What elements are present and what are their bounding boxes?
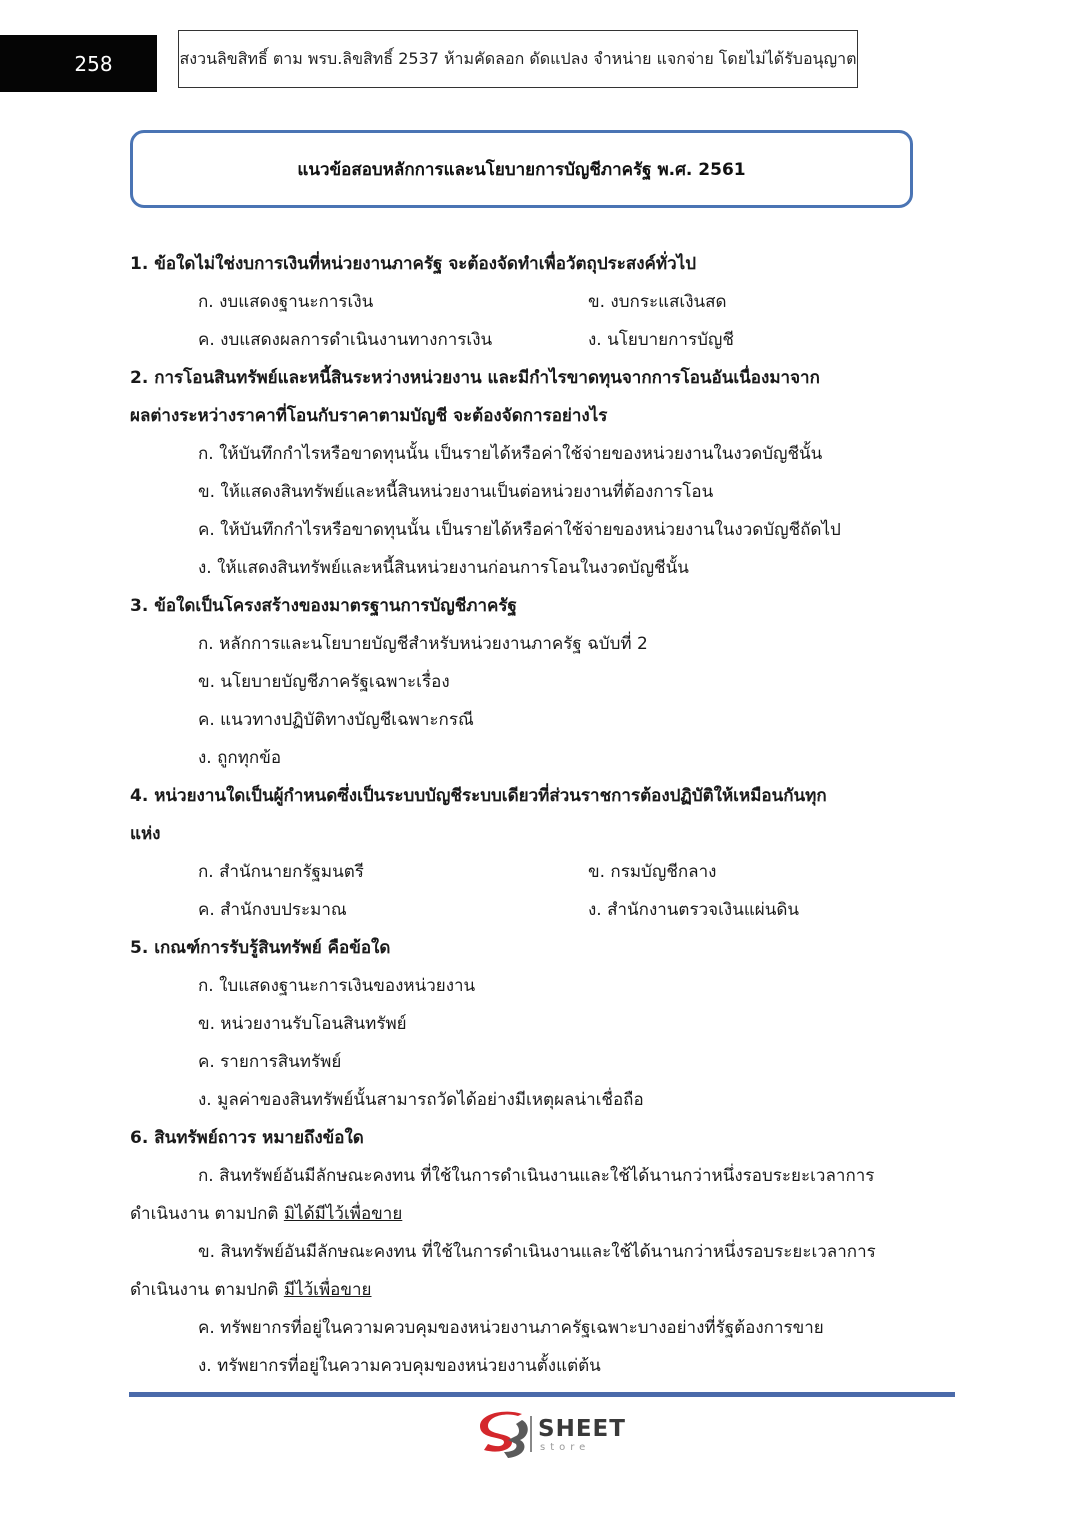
option: ง. ถูกทุกข้อ	[198, 748, 282, 768]
question-4-options-row-1	[130, 853, 930, 891]
page-title: แนวข้อสอบหลักการและนโยบายการบัญชีภาครัฐ พ.ศ. 2561	[130, 130, 913, 208]
option: ง. สำนักงานตรวจเงินแผ่นดิน	[588, 900, 800, 920]
copyright-notice: สงวนลิขสิทธิ์ ตาม พรบ.ลิขสิทธิ์ 2537 ห้ามคัดลอก ดัดแปลง จำหน่าย แจกจ่าย โดยไม่ได้รับอนุญาต	[178, 30, 858, 88]
option: ข. งบกระแสเงินสด	[588, 292, 727, 312]
question-5: 5. เกณฑ์การรับรู้สินทรัพย์ คือข้อใด	[130, 938, 391, 958]
question-2: 2. การโอนสินทรัพย์และหนี้สินระหว่างหน่วยงาน และมีกำไรขาดทุนจากการโอนอันเนื่องมาจาก	[130, 368, 820, 388]
option: ง. ให้แสดงสินทรัพย์และหนี้สินหน่วยงานก่อนการโอนในงวดบัญชีนั้น	[198, 558, 689, 578]
option: ค. งบแสดงผลการดำเนินงานทางการเงิน	[198, 330, 493, 350]
page-number: 258	[0, 35, 157, 92]
option: ค. แนวทางปฏิบัติทางบัญชีเฉพาะกรณี	[198, 710, 474, 730]
option: ข. นโยบายบัญชีภาครัฐเฉพาะเรื่อง	[198, 672, 450, 692]
option: ก. ใบแสดงฐานะการเงินของหน่วยงาน	[198, 976, 476, 996]
question-4-cont: แห่ง	[130, 824, 161, 844]
question-4: 4. หน่วยงานใดเป็นผู้กำหนดซึ่งเป็นระบบบัญชีระบบเดียวที่ส่วนราชการต้องปฏิบัติให้เหมือนกันทุก	[130, 786, 827, 806]
option: ง. มูลค่าของสินทรัพย์นั้นสามารถวัดได้อย่างมีเหตุผลน่าเชื่อถือ	[198, 1090, 644, 1110]
option-text: ดำเนินงาน ตามปกติ	[130, 1280, 284, 1300]
logo-divider	[530, 1416, 532, 1452]
option: ง. นโยบายการบัญชี	[588, 330, 734, 350]
question-3: 3. ข้อใดเป็นโครงสร้างของมาตรฐานการบัญชีภาครัฐ	[130, 596, 517, 616]
option: ค. ให้บันทึกกำไรหรือขาดทุนนั้น เป็นรายได้หรือค่าใช้จ่ายของหน่วยงานในงวดบัญชีถัดไป	[198, 520, 841, 540]
logo-text: SHEET	[538, 1416, 626, 1442]
option: ข. ให้แสดงสินทรัพย์และหนี้สินหน่วยงานเป็นต่อหน่วยงานที่ต้องการโอน	[198, 482, 714, 502]
option: ค. สำนักงบประมาณ	[198, 900, 347, 920]
option: ค. ทรัพยากรที่อยู่ในความควบคุมของหน่วยงานภาครัฐเฉพาะบางอย่างที่รัฐต้องการขาย	[198, 1318, 824, 1338]
option: ข. กรมบัญชีกลาง	[588, 862, 717, 882]
option: ก. สำนักนายกรัฐมนตรี	[198, 862, 364, 882]
question-1: 1. ข้อใดไม่ใช่งบการเงินที่หน่วยงานภาครัฐ จะต้องจัดทำเพื่อวัตถุประสงค์ทั่วไป	[130, 254, 697, 274]
option-text: ดำเนินงาน ตามปกติ	[130, 1204, 284, 1224]
option: ก. งบแสดงฐานะการเงิน	[198, 292, 374, 312]
option: ค. รายการสินทรัพย์	[198, 1052, 342, 1072]
question-1-options-row-2	[130, 321, 930, 359]
logo-subtext: store	[540, 1442, 591, 1453]
question-6: 6. สินทรัพย์ถาวร หมายถึงข้อใด	[130, 1128, 364, 1148]
option: ข. สินทรัพย์อันมีลักษณะคงทน ที่ใช้ในการดำเนินงานและใช้ได้นานกว่าหนึ่งรอบระยะเวลาการ	[198, 1242, 876, 1262]
underlined-text: มีไว้เพื่อขาย	[283, 1280, 372, 1300]
question-2-cont: ผลต่างระหว่างราคาที่โอนกับราคาตามบัญชี จะต้องจัดการอย่างไร	[130, 406, 608, 426]
option-cont	[130, 1271, 930, 1309]
question-list	[130, 245, 930, 1385]
option: ง. ทรัพยากรที่อยู่ในความควบคุมของหน่วยงานตั้งแต่ต้น	[198, 1356, 601, 1376]
question-4-options-row-2	[130, 891, 930, 929]
footer-divider	[129, 1392, 955, 1397]
question-1-options-row-1	[130, 283, 930, 321]
option: ก. หลักการและนโยบายบัญชีสำหรับหน่วยงานภาครัฐ ฉบับที่ 2	[198, 634, 648, 654]
sheet-store-logo-icon	[478, 1410, 538, 1460]
option: ก. ให้บันทึกกำไรหรือขาดทุนนั้น เป็นรายได้หรือค่าใช้จ่ายของหน่วยงานในงวดบัญชีนั้น	[198, 444, 823, 464]
option-cont	[130, 1195, 930, 1233]
underlined-text: มิได้มีไว้เพื่อขาย	[283, 1204, 403, 1224]
option: ก. สินทรัพย์อันมีลักษณะคงทน ที่ใช้ในการดำเนินงานและใช้ได้นานกว่าหนึ่งรอบระยะเวลาการ	[198, 1166, 875, 1186]
option: ข. หน่วยงานรับโอนสินทรัพย์	[198, 1014, 407, 1034]
